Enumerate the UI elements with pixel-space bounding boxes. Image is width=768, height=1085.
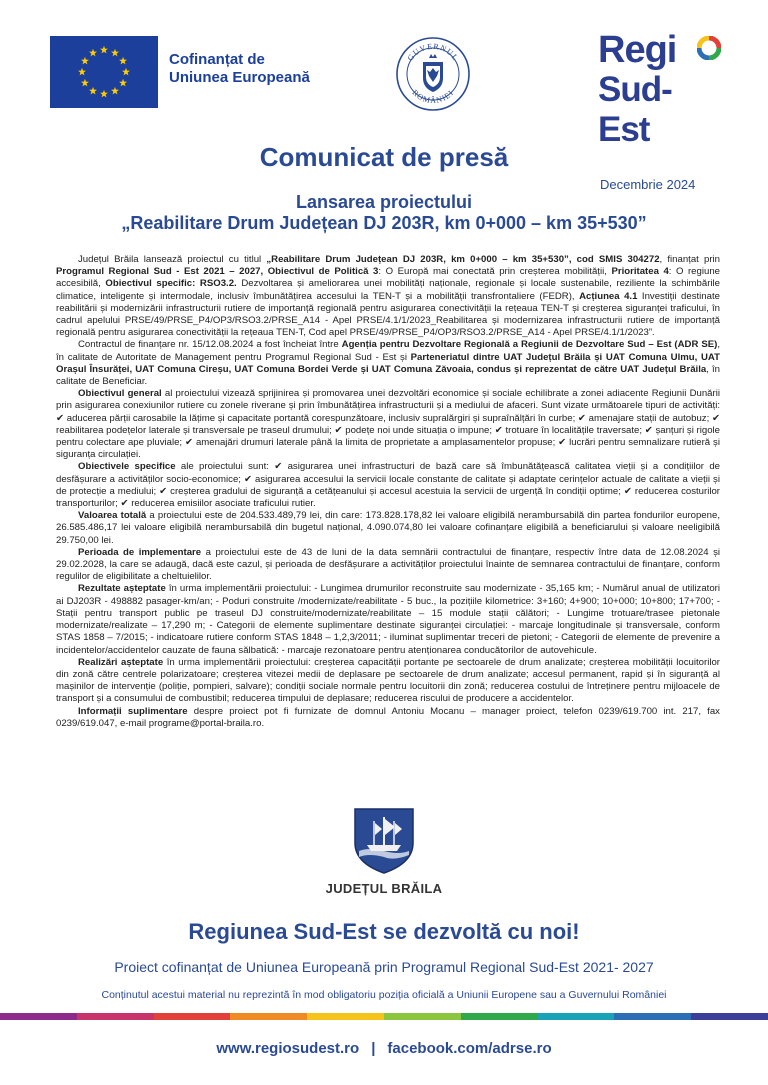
website-link[interactable]: www.regiosudest.ro <box>216 1040 360 1057</box>
eu-flag-logo <box>50 36 158 108</box>
facebook-link[interactable]: facebook.com/adrse.ro <box>387 1040 552 1057</box>
braila-crest-icon <box>349 805 419 875</box>
slogan: Regiunea Sud-Est se dezvoltă cu noi! <box>188 919 580 944</box>
disclaimer: Conținutul acestui material nu reprezintă în mod obligatoriu poziția oficială a Uniunii Europene sau a Guvernului României <box>101 989 667 1001</box>
color-stripe <box>0 1013 768 1020</box>
eu-star-icon <box>119 79 127 87</box>
paragraph-intro: Județul Brăila lansează proiectul cu titlul „Reabilitare Drum Județean DJ 203R, km 0+000 – km 35+530”, cod SMIS 304272, finanțat prin Programul Regional Sud - Est 2021 – 2027, Obiectivul de Politică 3: O Europă mai conectată prin creșterea mobilității, Prioritatea 4: O regiune accesibilă, Obiectivul specific: RSO3.2. Dezvoltarea și ameliorarea unei mobilități naționale, regionale și locale sustenabile, reziliente la schimbările climatice, inteligente și intermodale, inclusiv îmbunătățirea accesului la TEN-T și a mobilității transfrontaliere (FEDR), Acțiunea 4.1 Investiții destinate reabilitării și modernizării infrastructurii rutiere de importanță regională pentru asigurarea conectivității la rețeaua TEN-T și creșterea siguranței traficului, în cadrul apelului PRSE/49/PRSE_P4/OP3/RSO3.2/PRSE_A14 - Apel PRSE/4.1/1/2023_Reabilitarea și modernizarea infrastructurii rutiere de importanță regională pentru asigurarea conectivității la rețeaua TEN-T, Cod apel PRSE/49/PRSE_P4/OP3/RSO3.2/PRSE_A14 - Apel PRSE/4.1/1/2023”. <box>56 254 720 339</box>
paragraph-specific-objectives: Obiectivele specifice ale proiectului sunt: ✔ asigurarea unei infrastructuri de bază care să îmbunătățească calitatea vieții și a condițiilor de desfășurare a activităților socio-economice; ✔ asigurarea accesului la servicii locale constante de calitate și adaptate cerințelor actuale de calitate a vieții și de protecție a mediului; ✔ creșterea gradului de siguranță a cetățeanului și accesul acestuia la servicii de urgență în condiții optime; ✔ reducerea costurilor transporturilor; ✔ reducerea emisiilor asociate traficului rutier. <box>56 461 720 510</box>
paragraph-expected-achievements: Realizări așteptate în urma implementării proiectului: creșterea capacității portante pe sectoarele de drum analizate; creșterea mobilității locuitorilor din zonă către centrele polarizatoare; creșterea vitezei medii de deplasare pe sectoarele de drum analizate; accesul permanent, rapid și în siguranță al mașinilor de intervenție (poliție, pompieri, salvare); condiții sociale normale pentru locuitorii din zonă; reducerea costului de întreținere pentru mijloacele de transport și a consumului de combustibil; reducerea timpului de deplasare; reducerea riscului de producere a accidentelor. <box>56 656 721 705</box>
eu-star-icon <box>81 79 89 87</box>
paragraph-additional-info: Informații suplimentare despre proiect pot fi furnizate de domnul Antoniu Mocanu – manager proiect, telefon 0239/619.700 int. 217, fax 0239/619.047, e-mail programe@portal-braila.ro. <box>56 705 720 729</box>
paragraph-total-value: Valoarea totală a proiectului este de 204.533.489,79 lei, din care: 173.828.178,82 lei valoare eligibilă nerambursabilă din partea fondurilor europene, 26.585.486,17 lei valoare eligibilă nerambursabilă din bugetul național, 4.090.074,80 lei valoare cofinanțare eligibilă a beneficiarului și valoare neeligibilă 29.750,00 lei. <box>56 510 720 546</box>
eu-text-line2: Uniunea Europeană <box>169 69 310 86</box>
color-stripe-segment <box>691 1013 768 1020</box>
eu-cofinanced-text <box>169 51 310 87</box>
seal-text-top: GUVERNUL <box>405 41 461 63</box>
color-stripe-segment <box>0 1013 77 1020</box>
cofinanced-statement: Proiect cofinanțat de Uniunea Europeană prin Programul Regional Sud-Est 2021- 2027 <box>114 959 654 975</box>
press-release-body <box>56 254 720 730</box>
eu-star-icon <box>78 68 86 76</box>
svg-text:GUVERNUL <box>406 42 461 63</box>
paragraph-contract: Contractul de finanțare nr. 15/12.08.2024 a fost încheiat între Agenția pentru Dezvoltare Regională a Regiunii de Dezvoltare Sud – Est (ADR SE), în calitate de Autoritate de Management pentru Programul Regional Sud - Est și Parteneriatul dintre UAT Județul Brăila și UAT Comuna Ulmu, UAT Orașul Însurăței, UAT Comuna Cireșu, UAT Comuna Bordei Verde și UAT Comuna Zăvoaia, condus și reprezentat de către UAT Județul Brăila, în calitate de Beneficiar. <box>56 339 720 388</box>
eu-star-icon <box>81 57 89 65</box>
regio-logo-line2: Sud-Est <box>598 70 672 149</box>
eu-star-icon <box>111 87 119 95</box>
eu-text-line1: Cofinanțat de <box>169 51 265 68</box>
color-stripe-segment <box>77 1013 154 1020</box>
eu-star-icon <box>89 87 97 95</box>
project-subtitle <box>0 192 768 234</box>
color-stripe-segment <box>461 1013 538 1020</box>
regio-color-ring-icon <box>697 36 721 60</box>
subtitle-line1: Lansarea proiectului <box>295 192 473 212</box>
eu-star-icon <box>89 49 97 57</box>
eu-star-icon <box>119 57 127 65</box>
color-stripe-segment <box>538 1013 615 1020</box>
footer-links <box>0 1040 768 1057</box>
subtitle-line2: „Reabilitare Drum Județean DJ 203R, km 0+000 – km 35+530” <box>121 213 647 233</box>
eu-star-icon <box>100 46 108 54</box>
color-stripe-segment <box>154 1013 231 1020</box>
color-stripe-segment <box>384 1013 461 1020</box>
county-crest-block <box>0 805 768 896</box>
color-stripe-segment <box>614 1013 691 1020</box>
regio-logo-line1: Regi <box>598 29 677 71</box>
paragraph-general-objective: Obiectivul general al proiectului vizează sprijinirea și promovarea unei dezvoltări economice și sociale echilibrate a zonei adiacente Regiunii Dunării prin asigurarea conexiunilor rutiere cu zonele riverane și prin îmbunătățirea infrastructurii și a mediului de afaceri. Sunt vizate următoarele tipuri de activități: ✔ aducerea părții carosabile la lățime și capacitate portantă corespunzătoare, inclusiv supralărgiri și supraînălțări în curbe; ✔ amenajare stații de autobuz; ✔ reabilitarea podețelor laterale și transversale pe traseul drumului; ✔ podețe noi unde situația o impune; ✔ trotuare în localitățile traversate; ✔ șanțuri și rigole pentru colectare ape pluviale; ✔ amenajări drumuri laterale până la limita de proprietate a amplasamentelor propuse; ✔ lucrări pentru semnalizare rutieră și siguranța circulației. <box>56 388 720 461</box>
paragraph-implementation-period: Perioada de implementare a proiectului este de 43 de luni de la data semnării contractului de finanțare, respectiv între data de 12.08.2024 și 29.02.2028, la care se adaugă, dacă este cazul, și perioada de desfășurare a activităților proiectului înainte de semnarea contractului de finanțare, conform regulilor de eligibilitate a cheltuielilor. <box>56 546 721 583</box>
paragraph-expected-results: Rezultate așteptate în urma implementării proiectului: - Lungimea drumurilor reconstruite sau modernizate - 35,165 km; - Numărul anual de utilizatori ai DJ203R - 498882 pasager-km/an; - Poduri construite /modernizate/reabilitate - 5 buc., la pozițiile kilometrice: 3+160; 4+900; 10+000; 10+800; 17+700; - Stații pentru transport public pe traseul DJ construite/modernizate/reabilitate – 15 module stații călători; - Lungime trotuare/trasee pietonale modernizate/realizate – 17,290 m; - Categorii de elemente suplimentare destinate siguranței circulației: - marcaje longitudinale și transversale, conform STAS 1858 – 7/2015; - indicatoare rutiere conform STAS 1848 – 1,2,3/2011; - iluminat suplimentar treceri de pietoni; - Categorii de elemente de prevenire a incidentelor/accidentelor cauzate de fauna sălbatică: - marcaje rezonatoare pentru atenționarea conducătorilor de autovehicule. <box>56 583 721 656</box>
eu-star-icon <box>111 49 119 57</box>
header <box>0 29 768 149</box>
government-seal-logo <box>395 36 471 112</box>
page-title: Comunicat de presă <box>259 142 509 172</box>
color-stripe-segment <box>230 1013 307 1020</box>
footer-separator: | <box>371 1040 376 1057</box>
seal-text-bottom: ROMÂNIEI <box>410 88 456 106</box>
eu-star-icon <box>122 68 130 76</box>
regio-sud-est-logo <box>598 29 720 149</box>
color-stripe-segment <box>307 1013 384 1020</box>
eu-star-icon <box>100 90 108 98</box>
publish-date: Decembrie 2024 <box>600 177 696 192</box>
county-name: JUDEȚUL BRĂILA <box>325 881 443 896</box>
